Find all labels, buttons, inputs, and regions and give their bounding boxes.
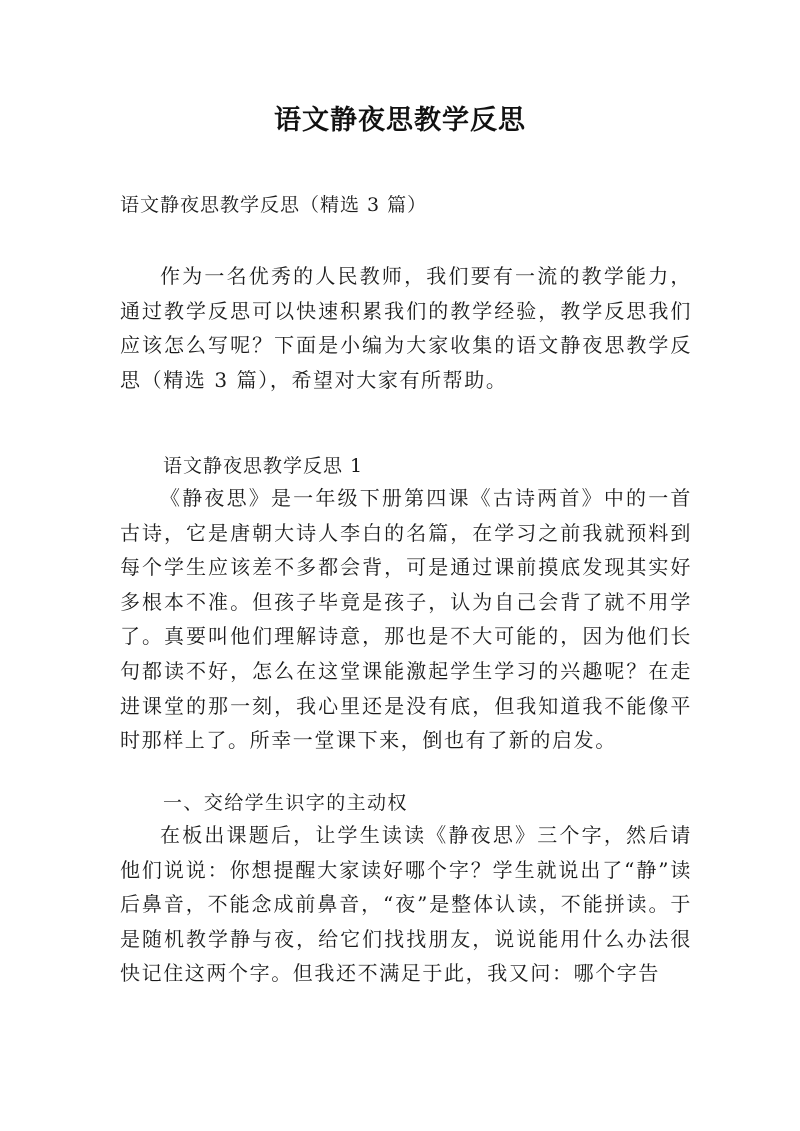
section-heading-1: 语文静夜思教学反思 1 xyxy=(163,455,364,477)
body-paragraph-1: 《静夜思》是一年级下册第四课《古诗两首》中的一首古诗，它是唐朝大诗人李白的名篇，在学习之前我就预料到每个学生应该差不多都会背，可是通过课前摸底发现其实好多根本不准。但孩子毕竟是孩子，认为自己会背了就不用学了。真要叫他们理解诗意，那也是不大可能的，因为他们长句都读不好，怎么在这堂课能激起学生学习的兴趣呢？在走进课堂的那一刻，我心里还是没有底，但我知道我不能像平时那样上了。所幸一堂课下来，倒也有了新的启发。 xyxy=(120,486,692,753)
intro-paragraph: 作为一名优秀的人民教师，我们要有一流的教学能力，通过教学反思可以快速积累我们的教学经验，教学反思我们应该怎么写呢？下面是小编为大家收集的语文静夜思教学反思（精选 3 篇），希望对大家有所帮助。 xyxy=(120,264,692,392)
subsection-heading-1: 一、交给学生识字的主动权 xyxy=(163,792,408,814)
document-title: 语文静夜思教学反思 xyxy=(274,105,526,136)
document-subtitle: 语文静夜思教学反思（精选 3 篇） xyxy=(120,194,428,216)
body-paragraph-2: 在板出课题后，让学生读读《静夜思》三个字，然后请他们说说：你想提醒大家读好哪个字？学生就说出了“静”读后鼻音，不能念成前鼻音，“夜”是整体认读，不能拼读。于是随机教学静与夜，给它们找找朋友，说说能用什么办法很快记住这两个字。但我还不满足于此，我又问：哪个字告 xyxy=(120,823,692,986)
